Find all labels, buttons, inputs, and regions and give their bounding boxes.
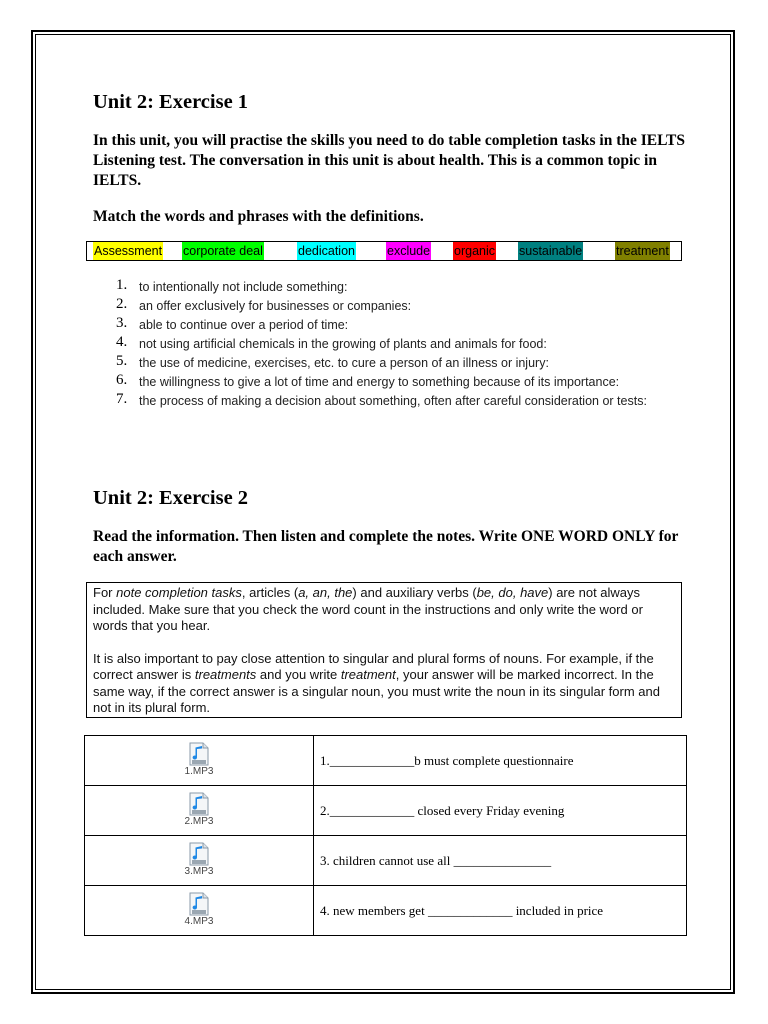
mp3-file[interactable] [185,842,214,877]
note-cell: 3. children cannot use all _______________ [314,836,687,886]
definition-text: the willingness to give a lot of time and energy to something because of its importance: [139,375,620,389]
word-bank-item: organic [454,244,495,258]
word-bank-item: sustainable [519,244,583,258]
info-paragraph-1: For note completion tasks, articles (a, an, the) and auxiliary verbs (be, do, have) are not always included. Make sure that you check the word count in the instructions and only write the word or words that you hear. [93,585,643,633]
definition-text: not using artificial chemicals in the growing of plants and animals for food: [139,337,547,351]
mp3-file[interactable] [185,742,214,777]
definition-number: 2. [116,296,128,312]
mp3-filename: 2.MP3 [184,816,214,827]
exercise2-title: Unit 2: Exercise 2 [93,487,249,509]
mp3-file[interactable] [185,792,214,827]
exercise1-intro: In this unit, you will practise the skills you need to do table completion tasks in the IELTS Listening test. The conversation in this unit is about health. This is a common topic in IELTS. [93,132,685,189]
definition-item [116,298,686,315]
mp3-file-icon [189,792,209,816]
mp3-filename: 3.MP3 [184,866,214,877]
exercise1-instruction: Match the words and phrases with the definitions. [93,208,424,225]
mp3-filename: 4.MP3 [184,916,214,927]
audio-cell [85,886,314,936]
notes-table [84,735,687,936]
definition-item [116,355,686,372]
table-row [85,836,687,886]
info-paragraph-2: It is also important to pay close attention to singular and plural forms of nouns. For example, if the correct answer is treatments and you write treatment, your answer will be marked incorrect. In the same way, if the correct answer is a singular noun, you must write the noun in its singular form and not in its plural form. [93,650,660,715]
definition-text: the process of making a decision about something, often after careful consideration or tests: [139,394,647,408]
audio-cell [85,836,314,886]
definitions-list [116,279,686,412]
definition-item [116,393,686,410]
definition-number: 1. [116,277,128,293]
exercise2-instruction: Read the information. Then listen and complete the notes. Write ONE WORD ONLY for each answer. [93,528,679,565]
audio-cell [85,736,314,786]
definition-number: 5. [116,353,128,369]
definition-item [116,374,686,391]
definition-text: to intentionally not include something: [139,280,348,294]
word-bank-item: treatment [616,244,669,258]
word-bank-item: exclude [387,244,431,258]
table-row [85,786,687,836]
mp3-filename: 1.MP3 [184,766,214,777]
audio-cell [85,786,314,836]
definition-number: 7. [116,391,128,407]
note-cell: 1._____________b must complete questionnaire [314,736,687,786]
table-row [85,886,687,936]
definition-item [116,279,686,296]
word-bank-item: dedication [298,244,355,258]
definition-number: 3. [116,315,128,331]
note-cell: 2._____________ closed every Friday evening [314,786,687,836]
definition-text: able to continue over a period of time: [139,318,349,332]
mp3-file-icon [189,842,209,866]
table-row [85,736,687,786]
word-bank-item: corporate deal [183,244,263,258]
note-cell: 4. new members get _____________ included in price [314,886,687,936]
definition-item [116,317,686,334]
word-bank [86,241,682,261]
mp3-file-icon [189,892,209,916]
definition-number: 6. [116,372,128,388]
definition-text: the use of medicine, exercises, etc. to cure a person of an illness or injury: [139,356,549,370]
info-box [86,582,682,718]
definition-text: an offer exclusively for businesses or companies: [139,299,412,313]
exercise1-title: Unit 2: Exercise 1 [93,91,249,113]
mp3-file[interactable] [185,892,214,927]
definition-number: 4. [116,334,128,350]
definition-item [116,336,686,353]
mp3-file-icon [189,742,209,766]
word-bank-item: Assessment [94,244,163,258]
